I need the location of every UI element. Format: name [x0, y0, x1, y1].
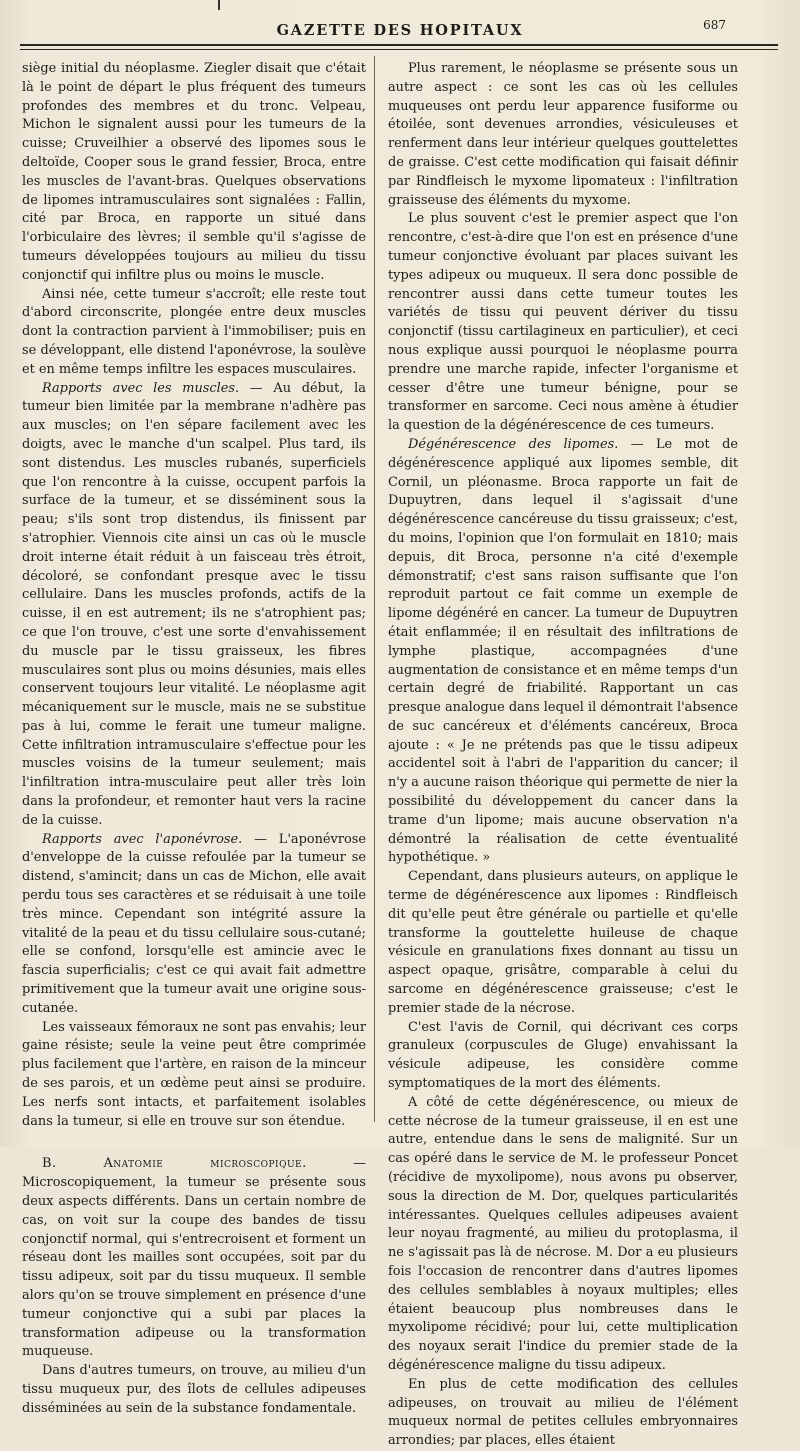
paragraph-text: A côté de cette dégénérescence, ou mieux de cette nécrose de la tumeur graisseuse, il en est une autre, entendue dans le sens de malignité. Sur un cas opéré dans le service de M. le professeur Poncet (récidive de myxolipome), nous avons pu observer, sous la direction de M. Dor, quelques particularités intéressantes. Quelques cellules adipeuses avaient leur noyau fragmenté, au milieu du protoplasma, il ne s'agissait pas là de nécrose. M. Dor a eu plusieurs fois l'occasion de rencontrer dans d'autres lipomes des cellules semblables à noyaux multiples; elles étaient beaucoup plus nombreuses dans le myxolipome récidivé; pour lui, cette multiplication des noyaux serait l'indice du premier stade de la dégénérescence maligne du tissu adipeux. — [388, 1094, 738, 1373]
paragraph — [388, 868, 738, 1018]
binding-mark — [218, 0, 220, 10]
paragraph-text: — Microscopiquement, la tumeur se présente sous deux aspects différents. Dans un certain nombre de cas, on voit sur la coupe des bandes de tissu conjonctif normal, qui s'entrecroisent et forment un réseau dont les mailles sont occupées, soit par du tissu adipeux, soit par du tissu muqueux. Il semble alors qu'on se trouve simplement en présence d'une tumeur conjonctive qui a subi par places la transformation adipeuse ou la transformation muqueuse. — [22, 1156, 366, 1360]
paragraph-text: — Au début, la tumeur bien limitée par la membrane n'adhère pas aux muscles; on l'en sépare facilement avec les doigts, avec le manche d'un scalpel. Plus tard, ils sont distendus. Les muscles rubanés, superficiels que l'on rencontre à la cuisse, occupent parfois la surface de la tumeur, et se disséminent sous la peau; s'ils sont trop distendus, ils finissent par s'atrophier. Viennois cite ainsi un cas où le muscle droit interne était réduit à un faisceau très étroit, décoloré, se confondant presque avec le tissu cellulaire. Dans les muscles profonds, actifs de la cuisse, il en est autrement; ils ne s'atrophient pas; ce que l'on trouve, c'est une sorte d'envahissement du muscle par le tissu graisseux, les fibres musculaires sont plus ou moins désunies, mais elles conservent toujours leur vitalité. Le néoplasme agit mécaniquement sur le muscle, mais ne se substitue pas à lui, comme le ferait une tumeur maligne. Cette infiltration intramusculaire s'effectue pour les muscles voisins de la tumeur seulement; mais l'infiltration intra-musculaire peut aller très loin dans la profondeur, et remonter haut vers la racine de la cuisse. — [22, 380, 366, 828]
paragraph-text: Le plus souvent c'est le premier aspect que l'on rencontre, c'est-à-dire que l'on est en présence d'une tumeur conjonctive évoluant par places suivant les types adipeux ou muqueux. Il sera donc possible de rencontrer aussi dans cette tumeur toutes les variétés de tissu qui peuvent dériver du tissu conjonctif (tissu cartilagineux en particulier), et ceci nous explique aussi pourquoi le néoplasme pourra prendre une marche rapide, infecter l'organisme et cesser d'être une tumeur bénigne, pour se transformer en sarcome. Ceci nous amène à étudier la question de la dégénérescence de ces tumeurs. — [388, 211, 738, 434]
page-header — [0, 0, 800, 60]
section-lead: Rapports avec l'aponévrose. — [42, 831, 243, 847]
section-lead: Rapports avec les muscles. — [42, 380, 240, 396]
paragraph — [22, 286, 366, 380]
paragraph — [22, 831, 366, 1019]
paragraph — [388, 210, 738, 436]
paragraph — [22, 1019, 366, 1132]
paragraph — [22, 60, 366, 286]
section-heading: B. Anatomie microscopique. — [42, 1156, 307, 1172]
paragraph — [388, 1376, 738, 1451]
paragraph — [22, 1155, 366, 1362]
right-column — [388, 60, 738, 1451]
paragraph-text: C'est l'avis de Cornil, qui décrivant ces corps granuleux (corpuscules de Gluge) envahissant la vésicule adipeuse, les considère comme symptomatiques de la mort des éléments. — [388, 1019, 738, 1092]
paragraph-text: En plus de cette modification des cellules adipeuses, on trouvait au milieu de l'élément muqueux normal de petites cellules embryonnaires arrondies; par places, elles étaient — [388, 1376, 738, 1449]
paragraph — [388, 1094, 738, 1376]
page-title: GAZETTE DES HOPITAUX — [276, 22, 524, 39]
paragraph-text: — Le mot de dégénérescence appliqué aux lipomes semble, dit Cornil, un pléonasme. Broca rapporte un fait de Dupuytren, dans lequel il s'agissait d'une dégénérescence cancéreuse du tissu graisseux; c'est, du moins, l'opinion que l'on formulait en 1810; mais depuis, dit Broca, personne n'a cité d'exemple démonstratif; c'est sans raison suffisante que l'on reproduit partout ce fait comme un exemple de lipome dégénéré en cancer. La tumeur de Dupuytren était enflammée; il en résultait des infiltrations de lymphe plastique, accompagnées d'une augmentation de consistance et en même temps d'un certain degré de friabilité. Rapportant un cas presque analogue dans lequel il démontrait l'absence de suc cancéreux et d'éléments cancéreux, Broca ajoute : « Je ne prétends pas que le tissu adipeux accidentel soit à l'abri de l'apparition du cancer; il n'y a aucune raison théorique qui permette de nier la possibilité du développement du cancer dans la trame d'un lipome; mais aucune observation n'a démontré la réalisation de cette éventualité hypothétique. » — [388, 436, 738, 866]
paragraph — [388, 1019, 738, 1094]
paragraph — [388, 60, 738, 210]
paragraph-text: siège initial du néoplasme. Ziegler disait que c'était là le point de départ le plus fréquent des tumeurs profondes des membres et du tronc. Velpeau, Michon le signalent aussi pour les tumeurs de la cuisse; Cruveilhier a observé des lipomes sous le deltoïde, Cooper sous le grand fessier, Broca, entre les muscles de l'avant-bras. Quelques observations de lipomes intramusculaires sont signalées : Fallin, cité par Broca, en rapporte un situé dans l'orbiculaire des lèvres; il semble qu'il s'agisse de tumeurs développées toujours au milieu du tissu conjonctif qui infiltre plus ou moins le muscle. — [22, 61, 366, 283]
header-rule-thin — [20, 49, 778, 50]
paragraph-text: Ainsi née, cette tumeur s'accroît; elle reste tout d'abord circonscrite, plongée entre deux muscles dont la contraction parvient à l'immobiliser; puis en se développant, elle distend l'aponévrose, la soulève et en même temps infiltre les espaces musculaires. — [22, 286, 366, 377]
header-rule-thick — [20, 44, 778, 46]
paragraph — [22, 1362, 366, 1418]
paragraph — [22, 380, 366, 831]
page-number: 687 — [703, 18, 726, 32]
paragraph-text: Les vaisseaux fémoraux ne sont pas envahis; leur gaine résiste; seule la veine peut être comprimée plus facilement que l'artère, en raison de la minceur de ses parois, et un œdème peut ainsi se produire. Les nerfs sont intacts, et parfaitement isolables dans la tumeur, si elle en trouve sur son étendue. — [22, 1019, 366, 1129]
paragraph-text: Dans d'autres tumeurs, on trouve, au milieu d'un tissu muqueux pur, des îlots de cellules adipeuses disséminées au sein de la substance fondamentale. — [22, 1363, 366, 1416]
section-lead: Dégénérescence des lipomes. — [408, 436, 619, 452]
left-column — [22, 60, 366, 1419]
paragraph-text: Plus rarement, le néoplasme se présente sous un autre aspect : ce sont les cas où les cellules muqueuses ont perdu leur apparence fusiforme ou étoilée, sont devenues arrondies, vésiculeuses et renferment dans leur intérieur quelques gouttelettes de graisse. C'est cette modification qui faisait définir par Rindfleisch le myxome lipomateux : l'infiltration graisseuse des éléments du myxome. — [388, 61, 738, 208]
paragraph-text: — L'aponévrose d'enveloppe de la cuisse refoulée par la tumeur se distend, s'amincit; dans un cas de Michon, elle avait perdu tous ses caractères et se réduisait à une toile très mince. Cependant son intégrité assure la vitalité de la peau et du tissu cellulaire sous-cutané; elle se confond, lorsqu'elle est amincie avec le fascia superficialis; c'est ce qui avait fait admettre primitivement que la tumeur avait une origine sous-cutanée. — [22, 831, 366, 1016]
column-divider — [374, 56, 375, 1122]
paragraph-text: Cependant, dans plusieurs auteurs, on applique le terme de dégénérescence aux lipomes : Rindfleisch dit qu'elle peut être générale ou partielle et qu'elle transforme la gouttelette huileuse de chaque vésicule en granulations fixes donnant au tissu un aspect opaque, grisâtre, comparable à celui du sarcome en dégénérescence graisseuse; c'est le premier stade de la nécrose. — [388, 869, 738, 1016]
paragraph — [388, 436, 738, 868]
